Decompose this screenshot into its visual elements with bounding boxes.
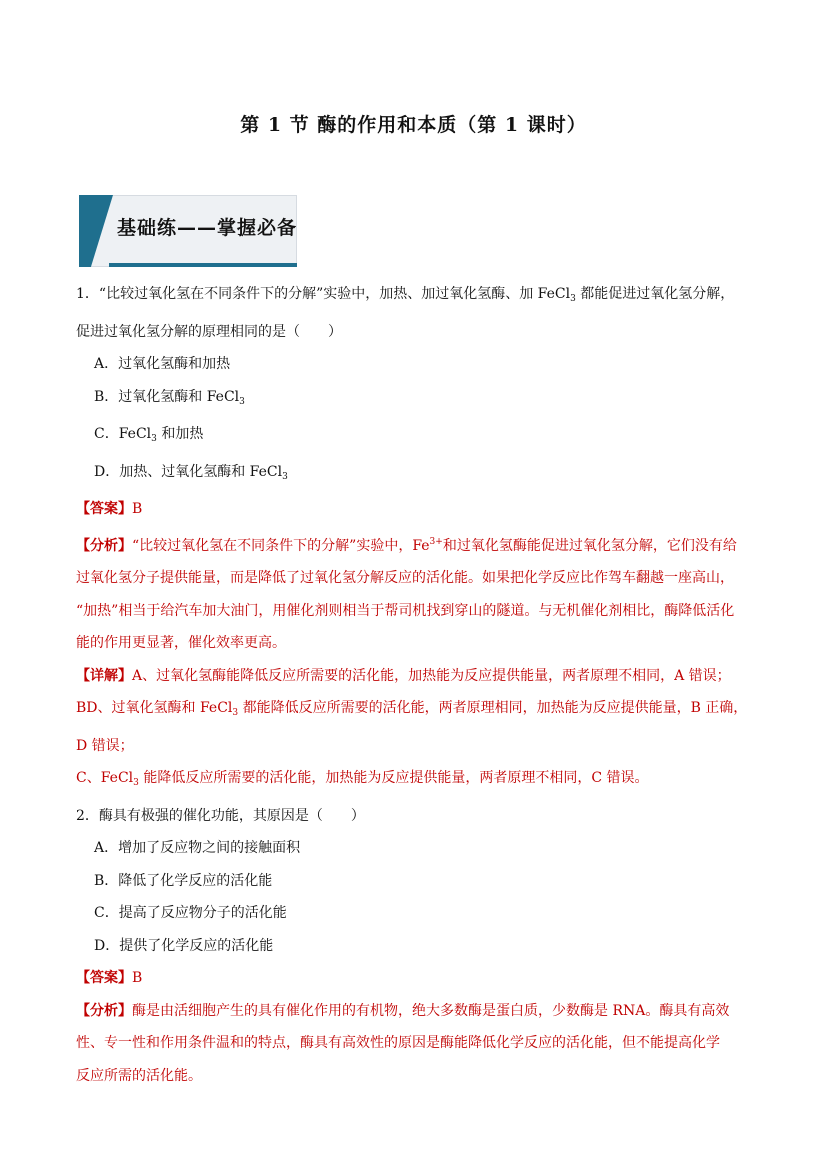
section-banner — [79, 195, 297, 267]
q1-analysis-line3: “加热”相当于给汽车加大油门，用催化剂则相当于帮司机找到穿山的隧道。与无机催化剂相比，酶降低活化 — [76, 602, 735, 619]
banner-text: 基础练——掌握必备 — [117, 217, 298, 239]
q2-stem: 2．酶具有极强的催化功能，其原因是（ ） — [76, 807, 365, 824]
banner-underline — [109, 263, 297, 267]
q1-option-a: A．过氧化氢酶和加热 — [94, 356, 231, 372]
q1-option-b: B．过氧化氢酶和 FeCl$_3$ — [94, 388, 245, 407]
q2-analysis-line1: 【分析】酶是由活细胞产生的具有催化作用的有机物，绝大多数酶是蛋白质，少数酶是 RNA。酶具有高效 — [76, 1002, 730, 1019]
q2-option-d: D．提供了化学反应的活化能 — [94, 937, 274, 954]
q1-detail-line4: C、FeCl$_3$ 能降低反应所需要的活化能，加热能为反应提供能量，两者原理不相同，C 错误。 — [76, 770, 649, 788]
q2-answer: 【答案】B — [76, 970, 143, 986]
page-title: 第 1 节 酶的作用和本质（第 1 课时） — [240, 114, 587, 136]
q2-option-b: B．降低了化学反应的活化能 — [94, 872, 273, 889]
q2-analysis-line3: 反应所需的活化能。 — [76, 1067, 202, 1084]
q1-option-c: C．FeCl$_3$ 和加热 — [94, 426, 204, 444]
q2-option-a: A．增加了反应物之间的接触面积 — [94, 840, 301, 856]
q1-analysis-line4: 能的作用更显著，催化效率更高。 — [76, 635, 286, 651]
q2-analysis-line2: 性、专一性和作用条件温和的特点，酶具有高效性的原因是酶能降低化学反应的活化能，但不能提高化学 — [76, 1035, 720, 1051]
document-body — [76, 278, 756, 1092]
q1-stem-line2: 促进过氧化氢分解的原理相同的是（ ） — [76, 323, 342, 340]
q1-detail-line3: D 错误； — [76, 737, 134, 754]
q1-answer: 【答案】B — [76, 501, 143, 517]
q1-detail-line1: 【详解】A、过氧化氢酶能降低反应所需要的活化能，加热能为反应提供能量，两者原理不相同，A 错误； — [76, 667, 731, 684]
q1-stem-line1: 1．“比较过氧化氢在不同条件下的分解”实验中，加热、加过氧化氢酶、加 FeCl$_3$ 都能促进过氧化氢分解， — [76, 286, 735, 304]
q1-analysis-line1: 【分析】“比较过氧化氢在不同条件下的分解”实验中，$Fe^{3+}$和过氧化氢酶能促进过氧化氢分解，它们没有给 — [76, 536, 737, 554]
q2-option-c: C．提高了反应物分子的活化能 — [94, 905, 287, 921]
q1-detail-line2: BD、过氧化氢酶和 FeCl$_3$ 都能降低反应所需要的活化能，两者原理相同，加热能为反应提供能量，B 正确， — [76, 700, 748, 718]
q1-analysis-line2: 过氧化氢分子提供能量，而是降低了过氧化氢分解反应的活化能。如果把化学反应比作驾车翻越一座高山， — [76, 570, 734, 586]
q1-option-d: D．加热、过氧化氢酶和 FeCl$_3$ — [94, 463, 288, 482]
